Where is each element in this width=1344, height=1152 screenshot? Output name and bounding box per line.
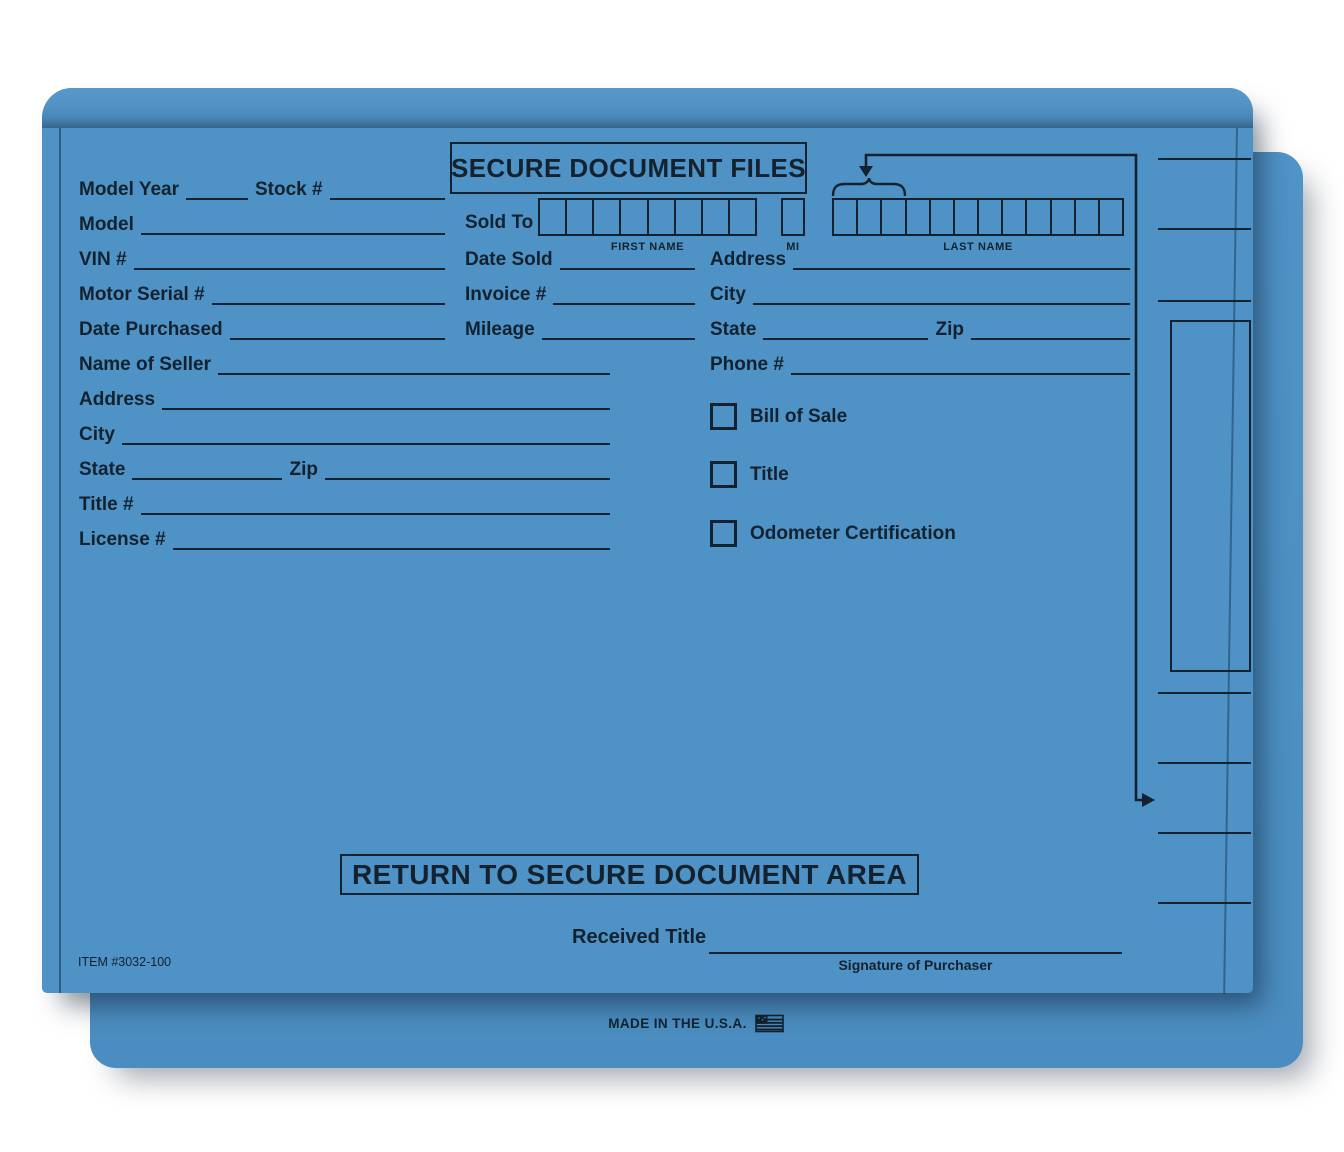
middle-initial-caption: MI [786,241,800,253]
invoice-blank-line [553,303,695,305]
tab-index-line [1158,692,1251,694]
name-box-cell [1076,200,1100,234]
name-box-cell [676,200,703,234]
title-no-blank-line [141,513,610,515]
made-in-usa [90,1014,1303,1033]
name-box-cell [1100,200,1122,234]
tab-index-line [1158,902,1251,904]
field-model [79,209,445,235]
us-flag-icon [755,1014,785,1033]
name-box-cell [649,200,676,234]
field-buyer-state-zip [710,314,1130,340]
buyer-state-label: State [710,319,757,340]
middle-initial-box-grid [781,198,805,236]
license-no-blank-line [173,548,610,550]
seller-address-blank-line [162,408,610,410]
checkbox-icon [710,403,737,430]
tab-index-box [1170,320,1251,672]
return-banner-text: RETURN TO SECURE DOCUMENT AREA [352,858,907,890]
secure-document-folder [42,88,1253,993]
return-banner [340,854,919,895]
buyer-phone-label: Phone # [710,354,784,375]
invoice-label: Invoice # [465,284,547,305]
field-date-purchased [79,314,445,340]
tab-index-line [1158,300,1251,302]
checkbox-title [710,461,789,488]
buyer-city-label: City [710,284,746,305]
date-purchased-label: Date Purchased [79,319,223,340]
field-title-no [79,489,610,515]
field-date-sold [465,244,695,270]
name-box-cell [931,200,955,234]
name-box-cell [540,200,567,234]
model-blank-line [141,233,445,235]
folder-title: SECURE DOCUMENT FILES [450,152,807,183]
name-box-cell [783,200,803,234]
made-in-usa-label: MADE IN THE U.S.A. [608,1016,747,1031]
field-buyer-address [710,244,1130,270]
checkbox-icon [710,461,737,488]
buyer-city-blank-line [753,303,1130,305]
date-purchased-blank-line [230,338,445,340]
model-year-blank-line [186,198,248,200]
field-seller-state-zip [79,454,610,480]
model-label: Model [79,214,134,235]
seller-zip-label: Zip [289,459,318,480]
tab-index-line [1158,158,1251,160]
name-box-cell [907,200,931,234]
name-box-cell [1052,200,1076,234]
name-box-cell [882,200,906,234]
mileage-blank-line [542,338,695,340]
arrowhead-right-icon [1142,793,1155,807]
checkbox-label: Bill of Sale [750,406,848,427]
name-of-seller-blank-line [218,373,610,375]
field-vin [79,244,445,270]
buyer-address-label: Address [710,249,787,270]
received-title-blank-line [709,932,1122,954]
seller-zip-blank-line [325,478,610,480]
field-license-no [79,524,610,550]
title-box [450,142,807,194]
motor-serial-blank-line [212,303,445,305]
seller-address-label: Address [79,389,156,410]
field-seller-city [79,419,610,445]
name-box-cell [1003,200,1027,234]
field-mileage [465,314,695,340]
checkbox-label: Odometer Certification [750,523,956,544]
checkbox-odometer-certification [710,520,956,547]
name-box-cell [858,200,882,234]
sold-to-label: Sold To [465,212,534,233]
item-number: ITEM #3032-100 [78,955,172,969]
signature-caption: Signature of Purchaser [838,957,993,973]
field-motor-serial [79,279,445,305]
field-model-year-stock [79,174,445,200]
seller-city-blank-line [122,443,610,445]
field-name-of-seller [79,349,610,375]
arrowhead-down-icon [859,166,873,177]
motor-serial-label: Motor Serial # [79,284,205,305]
tab-index-line [1158,832,1251,834]
buyer-address-blank-line [793,268,1130,270]
name-box-cell [834,200,858,234]
date-sold-label: Date Sold [465,249,553,270]
tab-index-line [1158,762,1251,764]
date-sold-blank-line [560,268,695,270]
checkbox-icon [710,520,737,547]
vin-label: VIN # [79,249,127,270]
last-name-brace [833,178,905,196]
name-box-cell [621,200,648,234]
field-buyer-phone [710,349,1130,375]
name-of-seller-label: Name of Seller [79,354,211,375]
received-title-label: Received Title [572,926,707,948]
model-year-label: Model Year [79,179,179,200]
mileage-label: Mileage [465,319,535,340]
buyer-zip-label: Zip [935,319,964,340]
checkbox-bill-of-sale [710,403,847,430]
buyer-phone-blank-line [791,373,1130,375]
license-no-label: License # [79,529,166,550]
tab-index-line [1158,228,1251,230]
field-buyer-city [710,279,1130,305]
name-box-cell [1027,200,1051,234]
first-name-box-grid [538,198,757,236]
seller-city-label: City [79,424,115,445]
seller-state-label: State [79,459,126,480]
title-no-label: Title # [79,494,134,515]
vin-blank-line [134,268,445,270]
fold-crease-left [59,128,61,993]
last-name-caption: LAST NAME [943,241,1013,253]
reinforced-top-strip [42,88,1253,128]
checkbox-label: Title [750,464,789,485]
stock-blank-line [330,198,445,200]
seller-state-blank-line [132,478,282,480]
name-box-cell [567,200,594,234]
first-name-caption: FIRST NAME [610,241,685,253]
name-box-cell [955,200,979,234]
field-invoice [465,279,695,305]
name-box-cell [703,200,730,234]
name-box-cell [594,200,621,234]
name-box-cell [730,200,755,234]
name-box-cell [979,200,1003,234]
field-seller-address [79,384,610,410]
stock-label: Stock # [254,179,323,200]
last-name-box-grid [832,198,1124,236]
buyer-state-blank-line [763,338,928,340]
buyer-zip-blank-line [971,338,1130,340]
